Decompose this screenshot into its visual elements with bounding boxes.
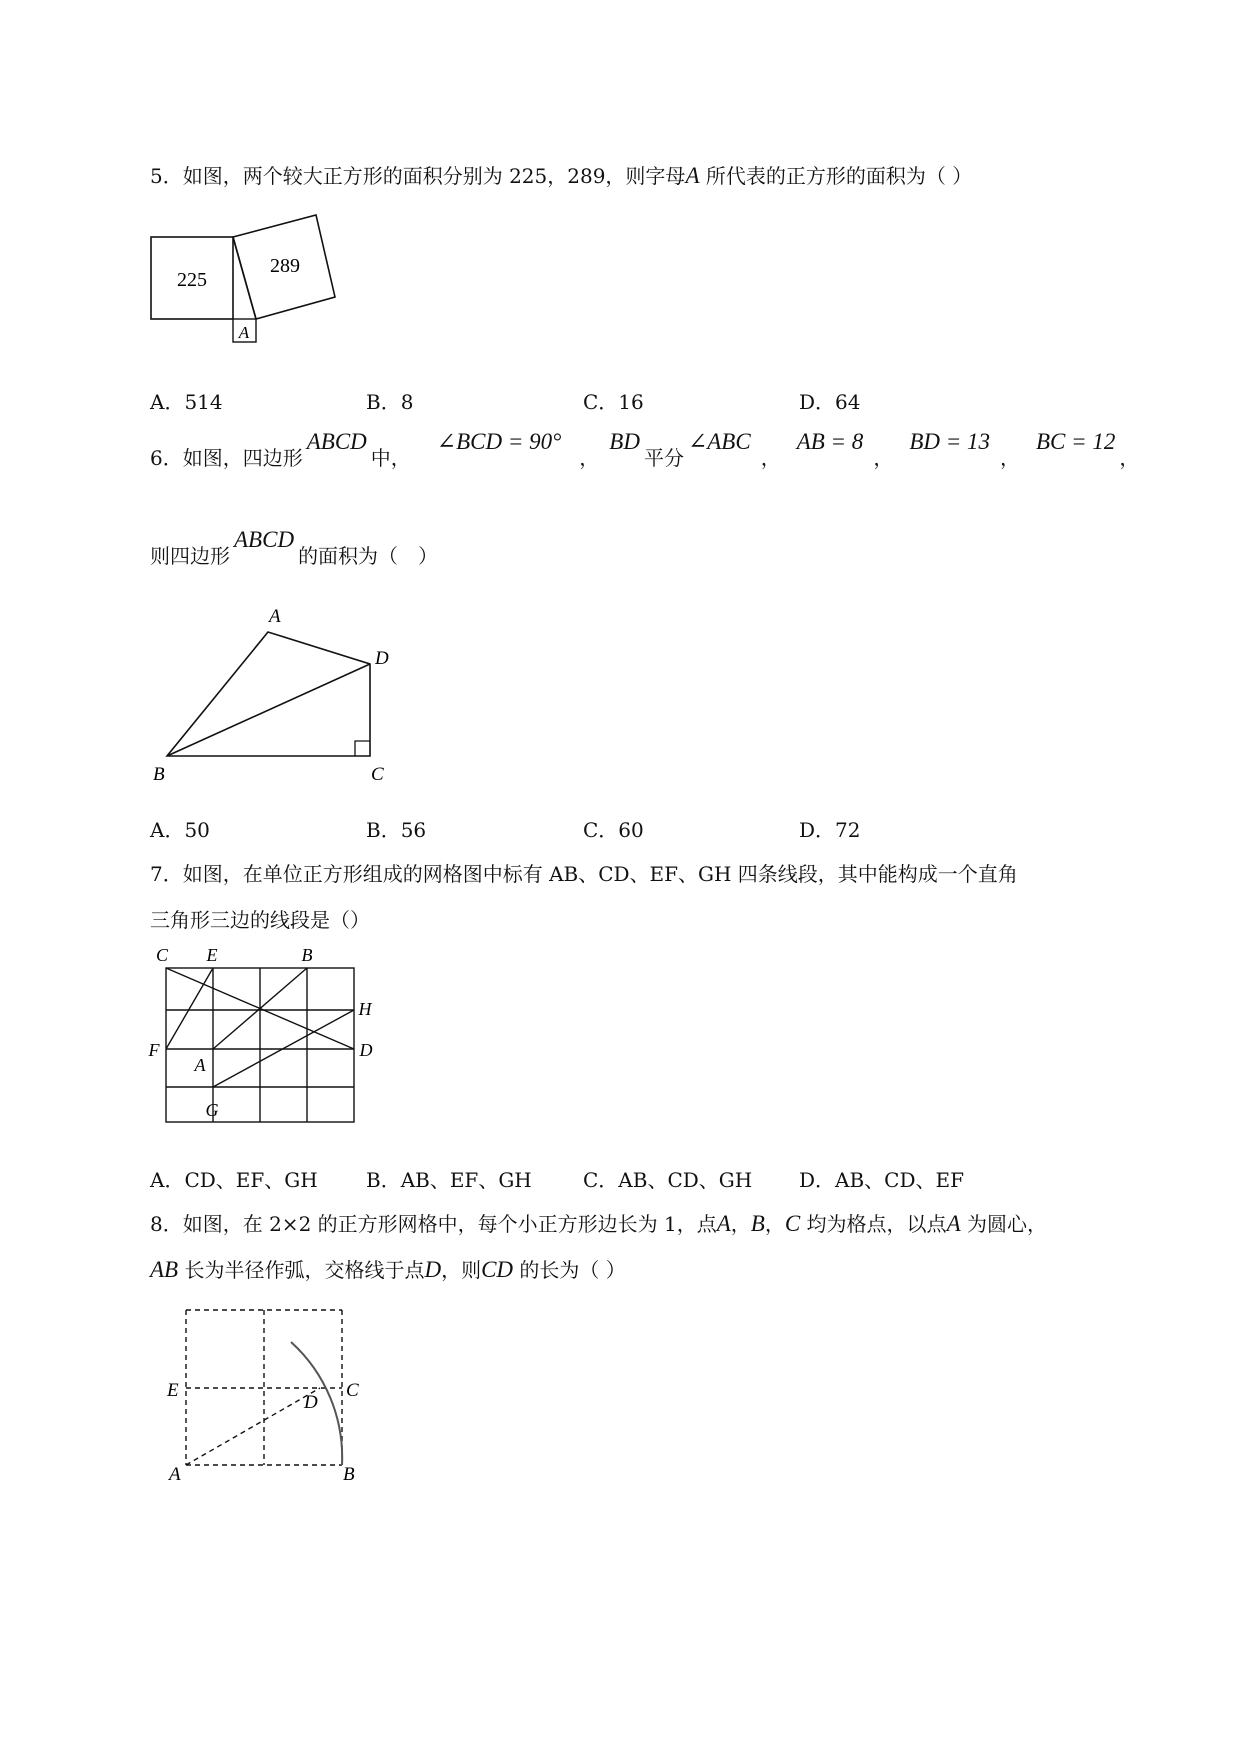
q8-point-d: D (424, 1257, 442, 1282)
q6-sep: ， (1119, 446, 1140, 470)
q8-stem-text: 的长为（ ） (513, 1258, 626, 1282)
q8-point-a: A (716, 1211, 731, 1236)
q6-option-d[interactable]: D．72 (799, 818, 861, 842)
q7-options (150, 1164, 1050, 1194)
q6-stem-text: 的面积为（ ） (298, 544, 439, 568)
q8-stem-line2 (150, 1252, 626, 1288)
q7-stem-line1: 7．如图，在单位正方形组成的网格图中标有 AB、CD、EF、GH 四条线段，其中能构成一个直角 (150, 862, 1018, 886)
q6-bd-13: BD = 13 (909, 429, 990, 454)
q6-shape: ABCD (234, 527, 295, 552)
q6-stem-line1 (150, 429, 1140, 476)
q6-shape: ABCD (306, 429, 367, 454)
q8-segment-ab: AB (150, 1257, 179, 1282)
q6-figure (145, 598, 405, 790)
q5-stem (150, 158, 972, 194)
q5-option-b[interactable]: B．8 (366, 390, 414, 414)
q7-label-g: G (205, 1100, 219, 1120)
q8-label-b: B (343, 1464, 355, 1485)
q8-segment-cd: CD (481, 1257, 514, 1282)
q5-stem-var: A (685, 163, 700, 188)
q7-label-f: F (148, 1040, 160, 1060)
q7-label-c: C (155, 945, 169, 965)
q6-options (150, 814, 1050, 844)
q6-stem-text: 6．如图，四边形 (150, 446, 303, 470)
q6-label-b: B (153, 764, 165, 785)
q8-point-a: A (946, 1211, 961, 1236)
q6-label-c: C (371, 764, 384, 785)
q6-stem-text: 则四边形 (150, 544, 230, 568)
q5-label-a: A (238, 323, 250, 342)
q8-stem-text: 均为格点，以点 (800, 1212, 947, 1236)
q5-option-d[interactable]: D．64 (799, 390, 861, 414)
q6-bc: BC = 12 (1036, 429, 1116, 454)
q7-label-a: A (194, 1055, 206, 1075)
q8-point-c: C (784, 1211, 801, 1236)
q7-label-d: D (359, 1040, 373, 1060)
q8-grid (186, 1310, 342, 1465)
q7-option-c[interactable]: C．AB、CD、GH (583, 1168, 753, 1192)
q7-segment-ef (166, 968, 213, 1049)
q8-segment-ad (186, 1388, 320, 1465)
q6-sep: ， (760, 446, 781, 470)
q5-stem-text-end: 所代表的正方形的面积为（ ） (699, 164, 973, 188)
q7-label-b: B (301, 945, 313, 965)
q7-stem-line2: 三角形三边的线段是（） (150, 908, 370, 932)
q8-label-d: D (304, 1392, 318, 1413)
q8-stem-line1 (150, 1206, 1047, 1242)
q6-label-d: D (375, 648, 389, 669)
q5-figure (140, 200, 350, 350)
q6-sep: ， (579, 446, 600, 470)
q6-label-a: A (269, 606, 281, 627)
q8-stem-text: ，则 (441, 1258, 482, 1282)
q6-sep: ， (1000, 446, 1020, 470)
q8-label-c: C (346, 1380, 359, 1401)
q6-stem-text: 平分 (643, 446, 684, 470)
q8-sep: ， (764, 1212, 785, 1236)
q5-stem-text: 5．如图，两个较大正方形的面积分别为 225，289，则字母 (150, 164, 686, 188)
q8-label-a: A (169, 1464, 181, 1485)
q7-option-b[interactable]: B．AB、EF、GH (366, 1168, 532, 1192)
q5-option-a[interactable]: A．514 (150, 390, 223, 414)
q6-right-angle-mark (355, 741, 370, 756)
q6-quadrilateral (167, 632, 370, 756)
q8-stem-text: 长为半径作弧，交格线于点 (178, 1258, 425, 1282)
q7-figure (140, 942, 390, 1124)
q5-option-c[interactable]: C．16 (583, 390, 644, 414)
q6-ab: AB = 8 (796, 429, 864, 454)
q7-grid (166, 968, 354, 1122)
q5-label-225: 225 (177, 269, 207, 291)
q6-stem-text: 中， (370, 446, 411, 470)
q7-label-h: H (358, 999, 372, 1019)
q5-label-289: 289 (270, 255, 300, 277)
q5-triangle-hyp (233, 237, 256, 319)
q6-angle-bcd: ∠BCD = 90° (436, 429, 562, 454)
q6-sep: ， (873, 446, 894, 470)
q7-label-e: E (206, 945, 218, 965)
q5-options (150, 386, 1050, 416)
q8-figure (155, 1300, 380, 1490)
q6-bd: BD (609, 429, 640, 454)
q6-angle-abc: ∠ABC (687, 429, 751, 454)
q8-stem-text: 8．如图，在 2×2 的正方形网格中，每个小正方形边长为 1，点 (150, 1212, 717, 1236)
q7-option-d[interactable]: D．AB、CD、EF (799, 1168, 964, 1192)
q6-option-c[interactable]: C．60 (583, 818, 644, 842)
q8-stem-text: 为圆心， (960, 1212, 1047, 1236)
q7-option-a[interactable]: A．CD、EF、GH (150, 1168, 318, 1192)
q8-point-b: B (750, 1211, 765, 1236)
q6-diagonal-bd (167, 664, 370, 756)
q8-sep: ， (730, 1212, 751, 1236)
q8-label-e: E (167, 1380, 179, 1401)
q6-stem-line2 (150, 527, 439, 574)
q6-option-b[interactable]: B．56 (366, 818, 427, 842)
q6-option-a[interactable]: A．50 (150, 818, 210, 842)
